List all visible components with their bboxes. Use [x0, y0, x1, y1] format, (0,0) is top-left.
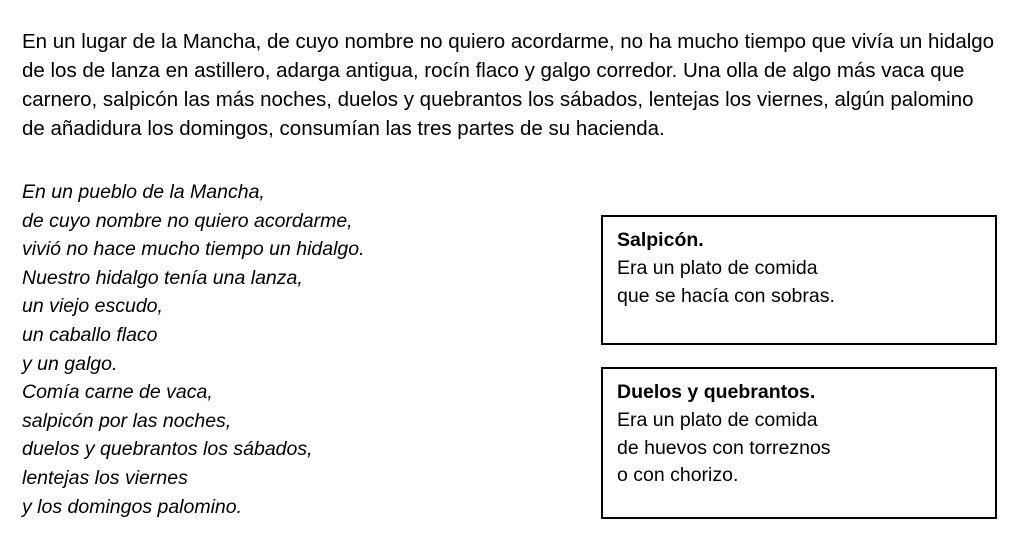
verse-line: un viejo escudo, [22, 295, 163, 318]
verse-line: salpicón por las noches, [22, 409, 232, 432]
note-line: de huevos con torreznos [617, 436, 831, 459]
verse-line: En un pueblo de la Mancha, [22, 181, 265, 203]
verse-line: de cuyo nombre no quiero acordarme, [22, 209, 353, 232]
glossary-note-salpicon [601, 215, 997, 345]
note-line: Era un plato de comida [617, 409, 818, 431]
verse-line: vivió no hace mucho tiempo un hidalgo. [22, 238, 365, 261]
note-line: que se hacía con sobras. [617, 284, 835, 307]
note-title: Salpicón. [617, 229, 704, 251]
verse-line: Nuestro hidalgo tenía una lanza, [22, 266, 303, 289]
prose-paragraph: En un lugar de la Mancha, de cuyo nombre no quiero acordarme, no ha mucho tiempo que vivía un hidalgo de los de lanza en astillero, adarga antigua, rocín flaco y galgo corredor. Una olla de algo más vaca que carnero, salpicón las más noches, duelos y quebrantos los sábados, lentejas los viernes, algún palomino de añadidura los domingos, consumían las tres partes de su hacienda. [22, 29, 995, 140]
note-line: Era un plato de comida [617, 257, 818, 279]
glossary-note-duelos-y-quebrantos [601, 367, 997, 519]
note-line: o con chorizo. [617, 464, 739, 486]
verse-line: duelos y quebrantos los sábados, [22, 438, 313, 461]
verse-block [22, 178, 542, 521]
verse-line: Comía carne de vaca, [22, 381, 213, 404]
verse-line: un caballo flaco [22, 323, 158, 346]
note-title: Duelos y quebrantos. [617, 381, 816, 403]
verse-line: lentejas los viernes [22, 466, 188, 489]
verse-line: y un galgo. [22, 352, 118, 375]
verse-line: y los domingos palomino. [22, 495, 243, 518]
